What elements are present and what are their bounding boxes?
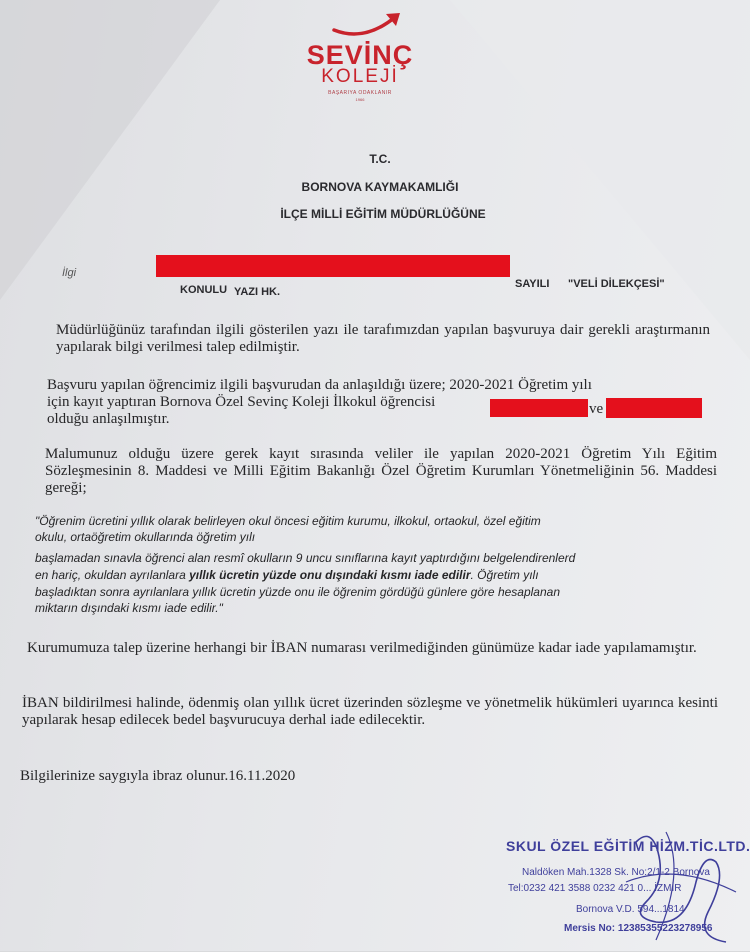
- stamp-phone: Tel:0232 421 3588 0232 421 0... İZMİR: [508, 883, 682, 894]
- quote-line-1: "Öğrenim ücretini yıllık olarak belirleyen okul öncesi eğitim kurumu, ilkokul, ortaokul, özel eğitim: [35, 514, 541, 528]
- quote-line-4-end: . Öğretim yılı: [470, 568, 539, 582]
- paragraph-no-iban: Kurumumuza talep üzerine herhangi bir İBAN numarası verilmediğinden günümüze kadar iade yapılamamıştır.: [27, 640, 697, 656]
- company-stamp: [496, 838, 750, 951]
- logo-name: SEVİNÇ: [306, 40, 414, 70]
- paragraph-student-line1: Başvuru yapılan öğrencimiz ilgili başvurudan da anlaşıldığı üzere; 2020-2021 Öğretim yılı: [47, 377, 592, 393]
- paragraph-request: Müdürlüğünüz tarafından ilgili gösterilen yazı ile tarafımızdan yapılan başvuruya dair gerekli araştırmanın yapılarak bilgi verilmesi talep edilmiştir.: [56, 322, 710, 355]
- quote-emphasis: yıllık ücretin yüzde onu dışındaki kısmı iade edilir: [189, 568, 471, 582]
- quote-line-6: miktarın dışındaki kısmı iade edilir.": [35, 601, 223, 615]
- logo-year: 1966: [355, 97, 365, 102]
- reference-veli-dilekcesi: "VELİ DİLEKÇESİ": [568, 278, 665, 290]
- header-directorate: İLÇE MİLLİ EĞİTİM MÜDÜRLÜĞÜNE: [280, 207, 486, 221]
- closing-line: Bilgilerinize saygıyla ibraz olunur.16.11.2020: [20, 768, 296, 784]
- stamp-mersis: Mersis No: 12385355223278956: [564, 923, 713, 934]
- redaction-student-2: [606, 398, 702, 418]
- header-authority: BORNOVA KAYMAKAMLIĞI: [301, 180, 459, 194]
- paragraph-student-line3: olduğu anlaşılmıştır.: [47, 411, 170, 427]
- stamp-address: Naldöken Mah.1328 Sk. No:2/1-2 Bornova: [522, 867, 710, 878]
- arrow-logo-icon: [328, 8, 408, 40]
- paragraph-regulation: Malumunuz olduğu üzere gerek kayıt sırasında veliler ile yapılan 2020-2021 Öğretim Yılı Eğitim Sözleşmesinin 8. Maddesi ve Milli Eğitim Bakanlığı Özel Öğretim Kurumları Yönetmeliğinin 56. Maddesi gereği;: [45, 446, 717, 496]
- paragraph-refund: İBAN bildirilmesi halinde, ödenmiş olan yıllık ücret üzerinden sözleşme ve yönetmelik hükümleri uyarınca kesinti yapılarak hesap edilecek bedel başvurucuya derhal iade edilecektir.: [22, 695, 718, 728]
- quote-line-4-start: en hariç, okuldan ayrılanlara: [35, 568, 190, 582]
- stamp-tax-office: Bornova V.D. 594...1814: [576, 904, 685, 915]
- redaction-student-1: [490, 399, 588, 417]
- reference-konulu: KONULU: [180, 284, 228, 296]
- stamp-company: SKUL ÖZEL EĞİTİM HİZM.TİC.LTD.: [506, 838, 750, 854]
- quote-line-3: başlamadan sınavla öğrenci alan resmî okulların 9 uncu sınıflarına kayıt yaptırdığını belgelendirenlerd: [35, 551, 576, 565]
- school-logo: [290, 8, 430, 103]
- reference-yazi-hk: YAZI HK.: [234, 286, 281, 298]
- quote-line-5: başladıktan sonra ayrılanlara yıllık ücretin yüzde onu ile öğrenim gördüğü günlere göre hesaplanan: [35, 585, 560, 599]
- logo-subtitle: KOLEJİ: [321, 66, 399, 87]
- logo-tagline: BAŞARIYA ODAKLANIR: [328, 90, 392, 96]
- header-tc: T.C.: [369, 152, 391, 166]
- reference-label: İlgi: [62, 267, 77, 279]
- quote-line-4: [35, 567, 539, 584]
- paragraph-student-line2: için kayıt yaptıran Bornova Özel Sevinç Koleji İlkokul öğrencisi: [47, 394, 436, 410]
- reference-sayili: SAYILI: [515, 278, 550, 290]
- quote-line-2: okulu, ortaöğretim okullarında öğretim yılı: [35, 530, 256, 544]
- paragraph-student-ve: ve: [589, 401, 604, 417]
- redaction-reference: [156, 255, 510, 277]
